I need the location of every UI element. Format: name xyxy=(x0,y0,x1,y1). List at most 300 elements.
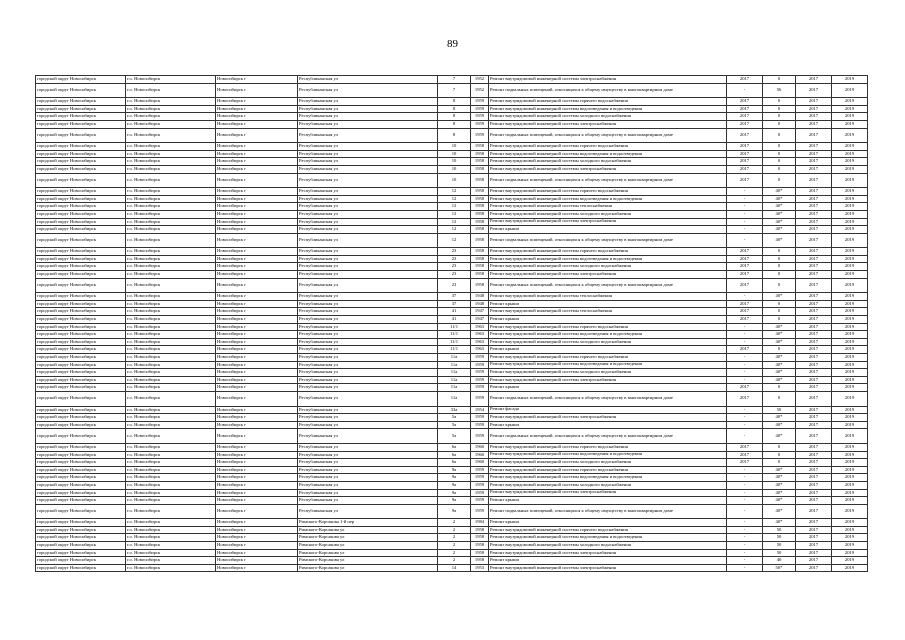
table-cell: городской округ Новосибирск xyxy=(36,406,126,414)
table-cell: городской округ Новосибирск xyxy=(36,218,126,226)
table-cell: городской округ Новосибирск xyxy=(36,443,126,451)
table-cell: 2019 xyxy=(832,83,868,98)
table-cell: Ремонт внутридомовой инженерной системы теплоснабжения xyxy=(489,293,727,301)
table-cell: городской округ Новосибирск xyxy=(36,534,126,542)
table-cell: 1959 xyxy=(471,98,489,106)
table-cell: городской округ Новосибирск xyxy=(36,497,126,505)
table-cell: 2019 xyxy=(832,519,868,527)
table-row xyxy=(36,429,868,444)
table-cell: Новосибирск г xyxy=(216,497,298,505)
table-cell: 0 xyxy=(763,173,796,188)
table-cell: 0 xyxy=(763,165,796,173)
table-cell: г.о. Новосибирск xyxy=(126,443,216,451)
table-cell: 2 xyxy=(438,557,471,565)
table-cell: Новосибирск г xyxy=(216,158,298,166)
table-cell: Республиканская ул xyxy=(298,203,438,211)
table-cell: Новосибирск г xyxy=(216,384,298,392)
table-cell: Новосибирск г xyxy=(216,128,298,143)
table-cell: г.о. Новосибирск xyxy=(126,414,216,422)
table-cell: 2019 xyxy=(832,195,868,203)
table-cell: городской округ Новосибирск xyxy=(36,255,126,263)
table-cell: 2019 xyxy=(832,443,868,451)
table-cell: 11а xyxy=(438,391,471,406)
table-cell: Новосибирск г xyxy=(216,557,298,565)
table-cell: 2017 xyxy=(727,98,763,106)
table-cell: Ремонт внутридомовой инженерной системы холодного водоснабжения xyxy=(489,481,727,489)
table-cell: Новосибирск г xyxy=(216,406,298,414)
table-cell: 12 xyxy=(438,210,471,218)
table-cell: Новосибирск г xyxy=(216,466,298,474)
table-cell: Ремонт подвальных помещений, относящихся к общему имуществу в многоквартирном доме xyxy=(489,233,727,248)
table-cell: 1958 xyxy=(471,195,489,203)
table-cell: г.о. Новосибирск xyxy=(126,534,216,542)
table-cell: 1954 xyxy=(471,406,489,414)
table-cell: 0 xyxy=(763,120,796,128)
table-cell: 2017 xyxy=(796,466,832,474)
table-cell: - xyxy=(727,534,763,542)
table-cell: Республиканская ул xyxy=(298,233,438,248)
table-row xyxy=(36,489,868,497)
table-cell: 2017 xyxy=(727,143,763,151)
table-cell: 10 xyxy=(438,165,471,173)
table-cell: Республиканская ул xyxy=(298,278,438,293)
table-cell: Республиканская ул xyxy=(298,188,438,196)
table-cell: 1958 xyxy=(471,549,489,557)
table-cell: 1958 xyxy=(471,263,489,271)
table-cell: 40* xyxy=(763,226,796,234)
table-cell: 2017 xyxy=(796,406,832,414)
table-cell: 9а xyxy=(438,489,471,497)
table-cell: 2017 xyxy=(796,429,832,444)
table-cell: Ремонт подвальных помещений, относящихся к общему имуществу в многоквартирном доме xyxy=(489,429,727,444)
table-cell: 2019 xyxy=(832,346,868,354)
table-cell: г.о. Новосибирск xyxy=(126,308,216,316)
table-cell: 0 xyxy=(763,391,796,406)
table-cell: 1959 xyxy=(471,474,489,482)
table-cell: 2019 xyxy=(832,489,868,497)
table-cell: 50* xyxy=(763,564,796,572)
table-cell: городской округ Новосибирск xyxy=(36,188,126,196)
table-cell: 0 xyxy=(763,346,796,354)
table-cell: Ремонт внутридомовой инженерной системы горячего водоснабжения xyxy=(489,188,727,196)
table-cell: 1958 xyxy=(471,534,489,542)
table-cell: городской округ Новосибирск xyxy=(36,481,126,489)
table-cell: Ремонт подвальных помещений, относящихся к общему имуществу в многоквартирном доме xyxy=(489,278,727,293)
table-cell: 1958 xyxy=(471,173,489,188)
table-cell: Ремонт крыши xyxy=(489,384,727,392)
table-cell: городской округ Новосибирск xyxy=(36,173,126,188)
table-row xyxy=(36,113,868,121)
table-row xyxy=(36,158,868,166)
table-cell: 12 xyxy=(438,203,471,211)
table-cell: 9а xyxy=(438,481,471,489)
table-cell: городской округ Новосибирск xyxy=(36,248,126,256)
table-cell: Республиканская ул xyxy=(298,466,438,474)
table-cell: 40 xyxy=(763,557,796,565)
table-cell: 9а xyxy=(438,466,471,474)
table-row xyxy=(36,391,868,406)
table-cell: 1958 xyxy=(471,226,489,234)
table-cell: 2019 xyxy=(832,549,868,557)
table-cell: 2017 xyxy=(796,83,832,98)
table-cell: - xyxy=(727,564,763,572)
table-cell: 1952 xyxy=(471,83,489,98)
table-cell: Новосибирск г xyxy=(216,271,298,279)
table-cell: - xyxy=(727,429,763,444)
table-cell: 2017 xyxy=(796,421,832,429)
table-cell: 1958 xyxy=(471,203,489,211)
table-cell: г.о. Новосибирск xyxy=(126,218,216,226)
table-cell: 12 xyxy=(438,233,471,248)
table-cell: 40* xyxy=(763,497,796,505)
table-cell: 1959 xyxy=(471,384,489,392)
table-cell: 11/1 xyxy=(438,346,471,354)
table-cell: 0 xyxy=(763,263,796,271)
table-row xyxy=(36,376,868,384)
table-cell: 2019 xyxy=(832,143,868,151)
table-cell: 1958 xyxy=(471,143,489,151)
table-cell: 50 xyxy=(763,542,796,550)
table-cell: - xyxy=(727,323,763,331)
table-cell: г.о. Новосибирск xyxy=(126,504,216,519)
table-cell: 2017 xyxy=(796,105,832,113)
table-cell: 10 xyxy=(438,173,471,188)
table-cell: Римского-Корсакова ул xyxy=(298,534,438,542)
table-cell: 56 xyxy=(763,83,796,98)
table-cell: 2017 xyxy=(727,384,763,392)
table-cell: г.о. Новосибирск xyxy=(126,173,216,188)
table-cell: 1960 xyxy=(471,443,489,451)
table-cell: 23 xyxy=(438,278,471,293)
table-cell: 0 xyxy=(763,98,796,106)
table-cell: 2019 xyxy=(832,429,868,444)
table-cell: - xyxy=(727,526,763,534)
table-cell: Республиканская ул xyxy=(298,346,438,354)
table-cell: Новосибирск г xyxy=(216,105,298,113)
table-cell: 50 xyxy=(763,549,796,557)
table-cell: г.о. Новосибирск xyxy=(126,323,216,331)
table-cell: Новосибирск г xyxy=(216,316,298,324)
table-cell: городской округ Новосибирск xyxy=(36,451,126,459)
table-cell: городской округ Новосибирск xyxy=(36,203,126,211)
table-cell: 2019 xyxy=(832,210,868,218)
table-cell: 0 xyxy=(763,459,796,467)
table-cell: 1958 xyxy=(471,526,489,534)
table-cell: городской округ Новосибирск xyxy=(36,542,126,550)
table-cell: - xyxy=(727,504,763,519)
table-row xyxy=(36,233,868,248)
table-cell: городской округ Новосибирск xyxy=(36,158,126,166)
table-cell: Республиканская ул xyxy=(298,443,438,451)
table-cell: 11/1 xyxy=(438,323,471,331)
table-cell: 2019 xyxy=(832,557,868,565)
table-cell: Республиканская ул xyxy=(298,323,438,331)
table-cell: Новосибирск г xyxy=(216,526,298,534)
table-cell: 2017 xyxy=(727,316,763,324)
table-cell: Ремонт крыши xyxy=(489,226,727,234)
table-cell: 12 xyxy=(438,188,471,196)
table-row xyxy=(36,278,868,293)
table-cell: 6а xyxy=(438,443,471,451)
table-cell: 2017 xyxy=(796,497,832,505)
table-cell: 2017 xyxy=(796,489,832,497)
table-cell: Республиканская ул xyxy=(298,300,438,308)
table-cell: городской округ Новосибирск xyxy=(36,354,126,362)
table-cell: 2019 xyxy=(832,391,868,406)
table-cell: г.о. Новосибирск xyxy=(126,210,216,218)
table-cell: 2 xyxy=(438,549,471,557)
table-cell: 0 xyxy=(763,384,796,392)
table-cell: - xyxy=(727,406,763,414)
table-cell: Новосибирск г xyxy=(216,421,298,429)
table-cell: 2017 xyxy=(796,534,832,542)
table-cell: городской округ Новосибирск xyxy=(36,504,126,519)
table-row xyxy=(36,300,868,308)
table-cell: 9а xyxy=(438,474,471,482)
table-cell: 2019 xyxy=(832,165,868,173)
table-cell: Республиканская ул xyxy=(298,120,438,128)
table-cell: Новосибирск г xyxy=(216,120,298,128)
table-cell: 2019 xyxy=(832,542,868,550)
table-cell: Республиканская ул xyxy=(298,459,438,467)
table-cell: 2017 xyxy=(727,248,763,256)
table-cell: г.о. Новосибирск xyxy=(126,158,216,166)
table-cell: 2019 xyxy=(832,474,868,482)
table-cell: 11/1 xyxy=(438,331,471,339)
table-cell: 2017 xyxy=(796,414,832,422)
table-cell: - xyxy=(727,233,763,248)
table-cell: 1959 xyxy=(471,391,489,406)
table-cell: Ремонт внутридомовой инженерной системы водоотведения и водоотведения xyxy=(489,534,727,542)
table-cell: 2017 xyxy=(796,481,832,489)
table-cell: Новосибирск г xyxy=(216,376,298,384)
table-cell: 10 xyxy=(438,158,471,166)
table-cell: 2019 xyxy=(832,120,868,128)
table-cell: г.о. Новосибирск xyxy=(126,195,216,203)
table-row xyxy=(36,451,868,459)
table-cell: городской округ Новосибирск xyxy=(36,519,126,527)
table-cell: 2017 xyxy=(727,263,763,271)
table-cell: Ремонт внутридомовой инженерной системы горячего водоснабжения xyxy=(489,323,727,331)
table-cell: Ремонт подвальных помещений, относящихся к общему имуществу в многоквартирном доме xyxy=(489,128,727,143)
table-cell: 2019 xyxy=(832,323,868,331)
table-cell: Римского-Корсакова ул xyxy=(298,526,438,534)
table-cell: 5а xyxy=(438,414,471,422)
table-cell: Ремонт крыши xyxy=(489,300,727,308)
table-cell: 1959 xyxy=(471,466,489,474)
table-cell: 10 xyxy=(438,143,471,151)
table-cell: 2019 xyxy=(832,331,868,339)
table-cell: 50 xyxy=(763,526,796,534)
table-cell: Ремонт внутридомовой инженерной системы водоотведения и водоотведения xyxy=(489,361,727,369)
table-cell: г.о. Новосибирск xyxy=(126,369,216,377)
table-cell: Ремонт внутридомовой инженерной системы водоотведения и водоотведения xyxy=(489,150,727,158)
table-cell: - xyxy=(727,542,763,550)
table-cell: г.о. Новосибирск xyxy=(126,557,216,565)
table-cell: Новосибирск г xyxy=(216,443,298,451)
table-cell: - xyxy=(727,293,763,301)
table-cell: Ремонт подвальных помещений, относящихся к общему имуществу в многоквартирном доме xyxy=(489,83,727,98)
table-cell: - xyxy=(727,376,763,384)
table-cell: 0 xyxy=(763,308,796,316)
table-cell: 2017 xyxy=(727,391,763,406)
table-cell: г.о. Новосибирск xyxy=(126,248,216,256)
table-cell: 12 xyxy=(438,218,471,226)
table-cell: 2017 xyxy=(796,226,832,234)
table-cell: г.о. Новосибирск xyxy=(126,549,216,557)
table-cell: 2019 xyxy=(832,158,868,166)
table-cell: 2017 xyxy=(796,504,832,519)
table-cell: г.о. Новосибирск xyxy=(126,98,216,106)
table-cell: г.о. Новосибирск xyxy=(126,263,216,271)
table-cell: Новосибирск г xyxy=(216,331,298,339)
table-cell: 2017 xyxy=(727,278,763,293)
table-cell: Ремонт внутридомовой инженерной системы холодного водоснабжения xyxy=(489,369,727,377)
table-cell: Новосибирск г xyxy=(216,278,298,293)
table-cell: Новосибирск г xyxy=(216,300,298,308)
table-cell: Ремонт внутридомовой инженерной системы электроснабжения xyxy=(489,218,727,226)
table-cell: Ремонт внутридомовой инженерной системы холодного водоснабжения xyxy=(489,113,727,121)
table-cell: Новосибирск г xyxy=(216,218,298,226)
table-cell: - xyxy=(727,466,763,474)
table-cell: Республиканская ул xyxy=(298,173,438,188)
table-row xyxy=(36,331,868,339)
table-cell: г.о. Новосибирск xyxy=(126,346,216,354)
table-cell: 1959 xyxy=(471,504,489,519)
table-cell: 2017 xyxy=(727,128,763,143)
table-cell: 2017 xyxy=(796,195,832,203)
table-cell: 2017 xyxy=(727,173,763,188)
table-row xyxy=(36,263,868,271)
table-cell: Ремонт внутридомовой инженерной системы холодного водоснабжения xyxy=(489,263,727,271)
table-cell: Римского-Корсакова ул xyxy=(298,542,438,550)
table-cell: 1959 xyxy=(471,113,489,121)
table-cell: городской округ Новосибирск xyxy=(36,489,126,497)
table-cell: городской округ Новосибирск xyxy=(36,316,126,324)
table-cell: 1959 xyxy=(471,429,489,444)
table-cell: 1959 xyxy=(471,369,489,377)
table-cell: 2019 xyxy=(832,504,868,519)
table-cell: 6а xyxy=(438,451,471,459)
table-cell: городской округ Новосибирск xyxy=(36,338,126,346)
table-cell: 2017 xyxy=(796,293,832,301)
table-cell: Новосибирск г xyxy=(216,361,298,369)
table-cell: Ремонт внутридомовой инженерной системы электроснабжения xyxy=(489,549,727,557)
table-cell: 7 xyxy=(438,83,471,98)
table-cell: Новосибирск г xyxy=(216,195,298,203)
table-cell: 2017 xyxy=(796,143,832,151)
table-cell: 2017 xyxy=(796,233,832,248)
table-cell: Новосибирск г xyxy=(216,263,298,271)
table-cell: Новосибирск г xyxy=(216,165,298,173)
table-cell: Республиканская ул xyxy=(298,150,438,158)
table-cell: г.о. Новосибирск xyxy=(126,226,216,234)
table-cell: Республиканская ул xyxy=(298,113,438,121)
table-cell: 6а xyxy=(438,459,471,467)
table-cell: 1958 xyxy=(471,278,489,293)
table-row xyxy=(36,369,868,377)
table-cell: Ремонт внутридомовой инженерной системы холодного водоснабжения xyxy=(489,210,727,218)
table-cell: Ремонт внутридомовой инженерной системы холодного водоснабжения xyxy=(489,459,727,467)
table-cell: Ремонт крыши xyxy=(489,497,727,505)
table-cell: Республиканская ул xyxy=(298,406,438,414)
table-row xyxy=(36,338,868,346)
table-cell: Новосибирск г xyxy=(216,549,298,557)
table-cell: - xyxy=(727,361,763,369)
table-cell: Республиканская ул xyxy=(298,497,438,505)
table-row xyxy=(36,443,868,451)
table-cell: городской округ Новосибирск xyxy=(36,308,126,316)
table-cell: 2017 xyxy=(796,557,832,565)
table-cell: 0 xyxy=(763,255,796,263)
table-cell: 2019 xyxy=(832,248,868,256)
table-cell: 2019 xyxy=(832,414,868,422)
table-cell: Ремонт крыши xyxy=(489,421,727,429)
table-cell: 2017 xyxy=(796,376,832,384)
table-cell: Новосибирск г xyxy=(216,564,298,572)
table-row xyxy=(36,143,868,151)
table-cell: Ремонт внутридомовой инженерной системы горячего водоснабжения xyxy=(489,466,727,474)
table-cell: Республиканская ул xyxy=(298,76,438,84)
table-cell: 2017 xyxy=(796,203,832,211)
table-cell: 2 xyxy=(438,534,471,542)
table-cell: 11а xyxy=(438,376,471,384)
table-cell: 1963 xyxy=(471,323,489,331)
table-cell: г.о. Новосибирск xyxy=(126,489,216,497)
table-cell: 2019 xyxy=(832,534,868,542)
table-cell: 2017 xyxy=(727,346,763,354)
table-cell: г.о. Новосибирск xyxy=(126,316,216,324)
table-cell: - xyxy=(727,226,763,234)
table-cell: 2017 xyxy=(727,451,763,459)
table-cell: г.о. Новосибирск xyxy=(126,429,216,444)
table-row xyxy=(36,526,868,534)
table-cell: 2 xyxy=(438,526,471,534)
table-cell: Республиканская ул xyxy=(298,293,438,301)
table-cell: 0 xyxy=(763,316,796,324)
table-row xyxy=(36,210,868,218)
table-cell: Республиканская ул xyxy=(298,165,438,173)
table-row xyxy=(36,519,868,527)
table-cell: г.о. Новосибирск xyxy=(126,376,216,384)
table-cell: Новосибирск г xyxy=(216,173,298,188)
table-cell: Новосибирск г xyxy=(216,226,298,234)
table-cell: 2019 xyxy=(832,481,868,489)
table-cell: городской округ Новосибирск xyxy=(36,233,126,248)
table-cell: 2019 xyxy=(832,233,868,248)
table-cell: г.о. Новосибирск xyxy=(126,233,216,248)
table-cell: 0 xyxy=(763,271,796,279)
table-cell: 2017 xyxy=(796,542,832,550)
table-row xyxy=(36,98,868,106)
table-cell: 2017 xyxy=(796,263,832,271)
table-cell: городской округ Новосибирск xyxy=(36,331,126,339)
table-cell: 1958 xyxy=(471,150,489,158)
table-cell: 2017 xyxy=(727,158,763,166)
table-cell: г.о. Новосибирск xyxy=(126,459,216,467)
table-cell: 2017 xyxy=(796,76,832,84)
table-cell: 2017 xyxy=(796,384,832,392)
table-cell: - xyxy=(727,421,763,429)
table-cell: 1984 xyxy=(471,519,489,527)
table-cell: Республиканская ул xyxy=(298,474,438,482)
table-cell: 40* xyxy=(763,361,796,369)
table-row xyxy=(36,248,868,256)
table-cell: 40* xyxy=(763,195,796,203)
table-cell: 40* xyxy=(763,519,796,527)
table-cell: Ремонт внутридомовой инженерной системы горячего водоснабжения xyxy=(489,98,727,106)
table-cell: 8 xyxy=(438,98,471,106)
